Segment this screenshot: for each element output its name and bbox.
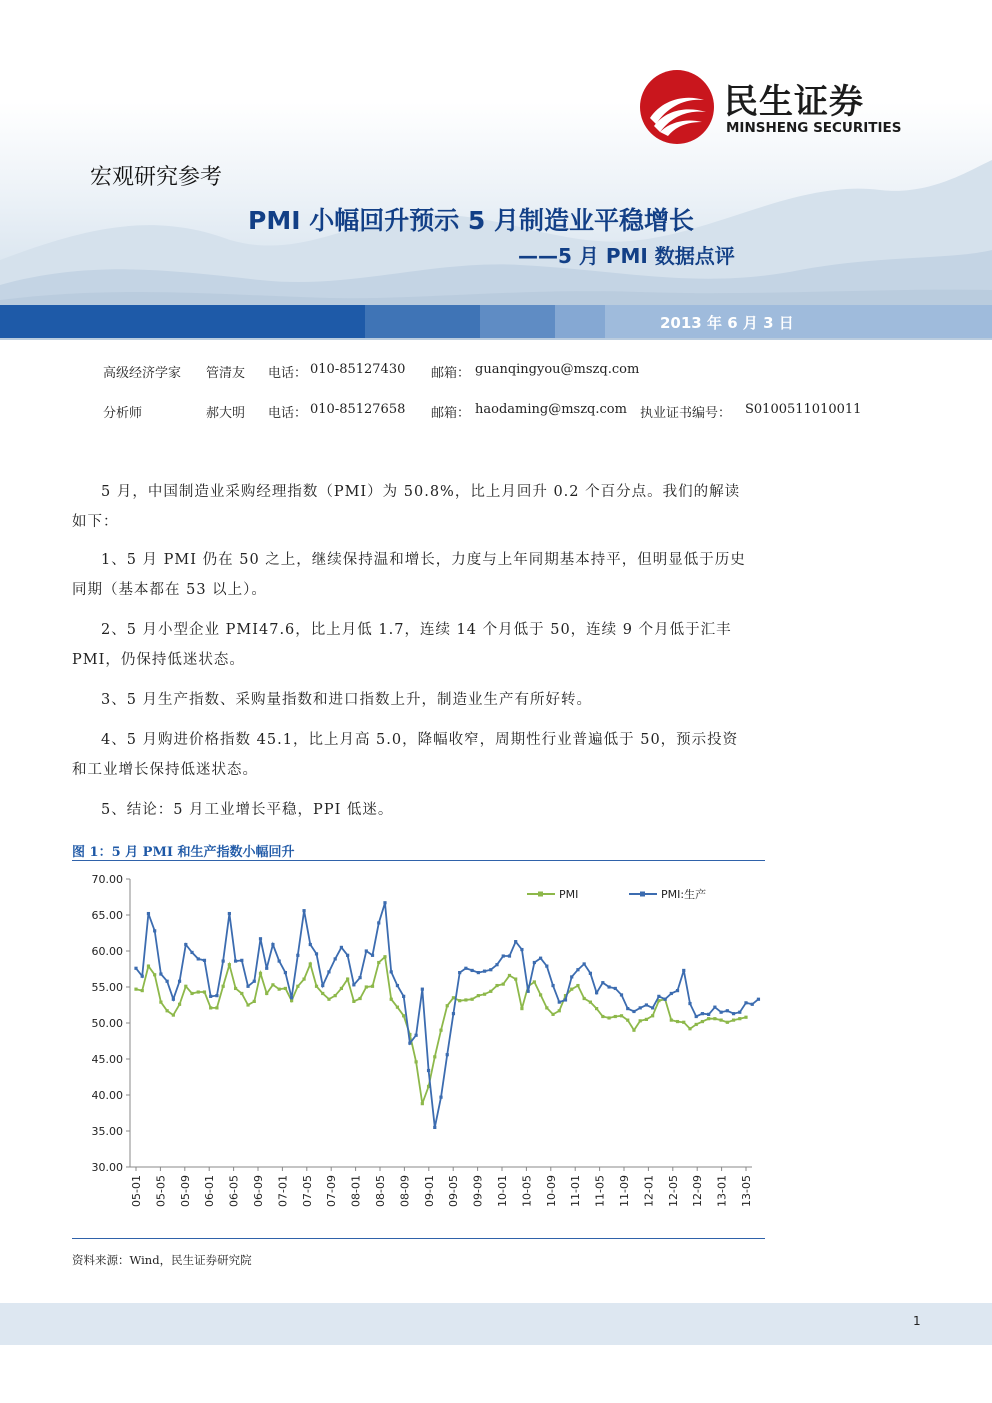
data-point	[688, 1002, 691, 1005]
y-tick-label: 35.00	[91, 1125, 123, 1138]
data-point	[358, 997, 361, 1000]
data-point	[352, 1000, 355, 1003]
x-tick-label: 07-05	[300, 1175, 314, 1207]
data-point	[327, 970, 330, 973]
data-point	[265, 992, 268, 995]
point-paragraph: 3、5 月生产指数、采购量指数和进口指数上升，制造业生产有所好转。	[101, 692, 593, 708]
data-point	[670, 1019, 673, 1022]
data-point	[290, 999, 293, 1002]
data-point	[527, 990, 530, 993]
data-point	[688, 1027, 691, 1030]
data-point	[645, 1018, 648, 1021]
data-point	[533, 980, 536, 983]
data-point	[452, 1012, 455, 1015]
data-point	[253, 980, 256, 983]
y-tick-label: 55.00	[91, 981, 123, 994]
data-point	[222, 959, 225, 962]
legend-label: PMI:生产	[661, 888, 707, 901]
data-point	[471, 969, 474, 972]
title-band-segment	[0, 305, 365, 338]
x-tick-label: 13-05	[740, 1175, 753, 1207]
data-point	[190, 951, 193, 954]
series-line	[136, 903, 758, 1128]
data-point	[701, 1012, 704, 1015]
analyst-name: 郝大明	[206, 406, 246, 421]
data-point	[589, 972, 592, 975]
x-tick-label: 06-09	[252, 1175, 265, 1207]
data-point	[321, 992, 324, 995]
analyst-email-label: 邮箱：	[431, 406, 471, 421]
data-point	[726, 1021, 729, 1024]
x-tick-label: 07-09	[325, 1175, 339, 1207]
data-point	[421, 988, 424, 991]
data-point	[172, 1013, 175, 1016]
data-point	[663, 998, 666, 1001]
data-point	[682, 969, 685, 972]
data-point	[651, 1006, 654, 1009]
data-point	[240, 992, 243, 995]
data-point	[639, 1006, 642, 1009]
data-point	[614, 987, 617, 990]
data-point	[159, 1001, 162, 1004]
report-series-title: 宏观研究参考	[90, 165, 223, 190]
data-point	[309, 962, 312, 965]
data-point	[632, 1029, 635, 1032]
data-point	[358, 976, 361, 979]
legend-label: PMI	[559, 888, 579, 901]
data-point	[141, 989, 144, 992]
data-point	[234, 959, 237, 962]
data-point	[558, 1001, 561, 1004]
data-point	[315, 985, 318, 988]
x-tick-label: 12-09	[691, 1175, 705, 1207]
analyst-cert: S0100511010011	[745, 402, 862, 417]
data-point	[657, 995, 660, 998]
data-point	[365, 985, 368, 988]
y-tick-label: 30.00	[91, 1161, 123, 1174]
data-point	[141, 975, 144, 978]
data-point	[508, 974, 511, 977]
x-tick-label: 07-01	[276, 1175, 290, 1207]
data-point	[489, 990, 492, 993]
data-point	[228, 912, 231, 915]
title-band-segment	[555, 305, 605, 338]
data-point	[302, 909, 305, 912]
data-point	[259, 972, 262, 975]
data-point	[744, 1001, 747, 1004]
x-tick-label: 10-05	[520, 1175, 534, 1207]
analyst-role: 高级经济学家	[103, 366, 182, 381]
data-point	[197, 957, 200, 960]
report-sub-title: ——5 月 PMI 数据点评	[518, 244, 735, 268]
data-point	[695, 1023, 698, 1026]
intro-paragraph: 5 月，中国制造业采购经理指数（PMI）为 50.8%，比上月回升 0.2 个百分点。我们的解读如下：	[72, 484, 741, 530]
x-tick-label: 06-01	[203, 1175, 217, 1207]
data-point	[732, 1019, 735, 1022]
data-point	[707, 1017, 710, 1020]
logo-swoosh-icon	[640, 70, 714, 144]
data-point	[502, 954, 505, 957]
figure-caption: 图 1：5 月 PMI 和生产指数小幅回升	[72, 845, 295, 860]
data-point	[576, 968, 579, 971]
data-point	[464, 967, 467, 970]
data-point	[439, 1029, 442, 1032]
data-point	[751, 1003, 754, 1006]
data-point	[396, 984, 399, 987]
x-tick-label: 12-01	[642, 1175, 656, 1207]
analyst-email[interactable]: guanqingyou@mszq.com	[475, 362, 640, 377]
data-point	[147, 965, 150, 968]
data-point	[203, 959, 206, 962]
y-tick-label: 70.00	[91, 873, 123, 886]
data-point	[408, 1042, 411, 1045]
figure-bottom-rule	[72, 1238, 765, 1239]
title-band-segment	[480, 305, 555, 338]
data-point	[607, 985, 610, 988]
data-point	[222, 985, 225, 988]
data-point	[676, 989, 679, 992]
analyst-phone: 010-85127430	[310, 362, 406, 377]
x-tick-label: 10-01	[496, 1175, 509, 1207]
data-point	[720, 1011, 723, 1014]
data-point	[278, 959, 281, 962]
data-point	[601, 981, 604, 984]
data-point	[197, 990, 200, 993]
data-point	[134, 967, 137, 970]
x-tick-label: 11-01	[569, 1175, 583, 1207]
x-tick-label: 09-09	[471, 1175, 485, 1207]
data-point	[732, 1012, 735, 1015]
data-point	[334, 957, 337, 960]
data-point	[159, 972, 162, 975]
logo-english-name: MINSHENG SECURITIES	[726, 120, 902, 136]
data-point	[203, 990, 206, 993]
data-point	[415, 1034, 418, 1037]
data-point	[471, 998, 474, 1001]
data-point	[402, 995, 405, 998]
data-point	[371, 954, 374, 957]
data-point	[614, 1015, 617, 1018]
data-point	[545, 965, 548, 968]
data-point	[551, 984, 554, 987]
x-tick-label: 08-01	[349, 1175, 363, 1207]
data-point	[520, 948, 523, 951]
data-point	[726, 1009, 729, 1012]
data-point	[502, 983, 505, 986]
data-point	[583, 997, 586, 1000]
data-point	[153, 929, 156, 932]
y-tick-label: 50.00	[91, 1017, 123, 1030]
data-point	[713, 1017, 716, 1020]
data-point	[545, 1006, 548, 1009]
data-point	[327, 998, 330, 1001]
data-point	[551, 1013, 554, 1016]
data-point	[334, 994, 337, 997]
data-point	[259, 937, 262, 940]
x-tick-label: 05-01	[130, 1175, 143, 1207]
point-paragraph: 2、5 月小型企业 PMI47.6，比上月低 1.7，连续 14 个月低于 50，连续 9 个月低于汇丰 PMI，仍保持低迷状态。	[72, 622, 732, 668]
data-point	[626, 1019, 629, 1022]
data-point	[284, 971, 287, 974]
page-number: 1	[913, 1314, 921, 1328]
point-paragraph: 1、5 月 PMI 仍在 50 之上，继续保持温和增长，力度与上年同期基本持平，但明显低于历史同期（基本都在 53 以上）。	[72, 552, 746, 598]
x-tick-label: 05-05	[154, 1175, 168, 1207]
data-point	[738, 1011, 741, 1014]
data-point	[271, 983, 274, 986]
data-point	[209, 995, 212, 998]
data-point	[707, 1013, 710, 1016]
x-tick-label: 12-05	[666, 1175, 680, 1207]
data-point	[533, 961, 536, 964]
x-tick-label: 09-01	[422, 1175, 436, 1207]
y-tick-label: 65.00	[91, 909, 123, 922]
data-point	[396, 1006, 399, 1009]
data-point	[278, 988, 281, 991]
data-point	[601, 1015, 604, 1018]
data-point	[377, 961, 380, 964]
data-point	[228, 963, 231, 966]
data-point	[458, 971, 461, 974]
data-point	[607, 1016, 610, 1019]
data-point	[576, 984, 579, 987]
data-point	[477, 971, 480, 974]
report-main-title: PMI 小幅回升预示 5 月制造业平稳增长	[248, 206, 695, 235]
data-point	[464, 998, 467, 1001]
x-tick-label: 10-09	[544, 1175, 558, 1207]
data-point	[265, 967, 268, 970]
data-point	[234, 987, 237, 990]
x-tick-label: 08-09	[398, 1175, 412, 1207]
data-point	[253, 1000, 256, 1003]
legend-marker	[640, 892, 645, 897]
page-footer	[0, 1303, 992, 1345]
data-point	[539, 957, 542, 960]
data-point	[383, 955, 386, 958]
data-point	[713, 1006, 716, 1009]
data-point	[209, 1006, 212, 1009]
data-point	[701, 1020, 704, 1023]
data-point	[439, 1096, 442, 1099]
data-point	[390, 998, 393, 1001]
data-point	[595, 991, 598, 994]
data-point	[352, 983, 355, 986]
x-tick-label: 13-01	[715, 1175, 729, 1207]
analyst-phone: 010-85127658	[310, 402, 406, 417]
y-tick-label: 60.00	[91, 945, 123, 958]
data-point	[340, 987, 343, 990]
data-point	[371, 985, 374, 988]
analyst-role: 分析师	[103, 406, 143, 421]
data-point	[564, 998, 567, 1001]
data-point	[433, 1126, 436, 1129]
chart-svg	[72, 862, 765, 1237]
data-point	[340, 946, 343, 949]
data-point	[570, 975, 573, 978]
data-point	[271, 943, 274, 946]
data-point	[390, 970, 393, 973]
data-point	[166, 1009, 169, 1012]
data-point	[744, 1016, 747, 1019]
data-point	[720, 1019, 723, 1022]
data-point	[514, 977, 517, 980]
data-point	[558, 1009, 561, 1012]
data-point	[458, 999, 461, 1002]
y-tick-label: 45.00	[91, 1053, 123, 1066]
analyst-phone-label: 电话：	[268, 366, 308, 381]
data-point	[215, 994, 218, 997]
data-point	[296, 985, 299, 988]
data-point	[315, 952, 318, 955]
data-point	[321, 984, 324, 987]
conclusion-paragraph: 5、结论：5 月工业增长平稳，PPI 低迷。	[101, 802, 394, 818]
company-logo	[640, 70, 714, 144]
data-point	[483, 993, 486, 996]
report-date: 2013 年 6 月 3 日	[660, 314, 794, 332]
data-point	[738, 1017, 741, 1020]
data-point	[346, 954, 349, 957]
data-point	[147, 912, 150, 915]
data-point	[284, 987, 287, 990]
data-point	[757, 998, 760, 1001]
data-point	[595, 1007, 598, 1010]
data-point	[215, 1006, 218, 1009]
point-paragraph: 4、5 月购进价格指数 45.1，比上月高 5.0，降幅收窄，周期性行业普遍低于 50，预示投资和工业增长保持低迷状态。	[72, 732, 739, 778]
data-point	[495, 963, 498, 966]
data-point	[184, 985, 187, 988]
data-point	[427, 1069, 430, 1072]
data-point	[645, 1003, 648, 1006]
data-point	[583, 962, 586, 965]
pmi-line-chart	[72, 862, 765, 1241]
data-point	[670, 992, 673, 995]
data-point	[172, 998, 175, 1001]
data-point	[620, 993, 623, 996]
x-tick-label: 06-05	[227, 1175, 241, 1207]
data-point	[477, 994, 480, 997]
data-point	[483, 970, 486, 973]
analyst-cert-label: 执业证书编号：	[640, 406, 732, 421]
data-point	[452, 996, 455, 999]
figure-top-rule	[72, 860, 765, 861]
data-point	[190, 992, 193, 995]
analyst-name: 管清友	[206, 366, 246, 381]
data-point	[489, 968, 492, 971]
data-point	[433, 1055, 436, 1058]
data-point	[626, 1007, 629, 1010]
data-point	[240, 959, 243, 962]
data-point	[508, 954, 511, 957]
data-point	[539, 993, 542, 996]
data-point	[290, 996, 293, 999]
data-point	[589, 1001, 592, 1004]
data-point	[495, 984, 498, 987]
y-tick-label: 40.00	[91, 1089, 123, 1102]
data-point	[153, 973, 156, 976]
title-band-segment	[365, 305, 480, 338]
data-point	[446, 1004, 449, 1007]
data-point	[682, 1021, 685, 1024]
data-point	[178, 980, 181, 983]
data-point	[246, 985, 249, 988]
data-point	[620, 1014, 623, 1017]
legend-marker	[538, 892, 543, 897]
data-point	[302, 977, 305, 980]
data-point	[676, 1020, 679, 1023]
data-point	[520, 1007, 523, 1010]
data-point	[246, 1003, 249, 1006]
data-point	[365, 949, 368, 952]
x-tick-label: 09-05	[447, 1175, 461, 1207]
x-tick-label: 11-05	[593, 1175, 607, 1207]
data-point	[309, 943, 312, 946]
data-point	[446, 1053, 449, 1056]
data-point	[514, 940, 517, 943]
data-point	[421, 1102, 424, 1105]
data-point	[134, 988, 137, 991]
data-point	[570, 988, 573, 991]
logo-chinese-name: 民生证券	[724, 82, 864, 122]
data-point	[383, 901, 386, 904]
data-point	[402, 1014, 405, 1017]
analyst-email-label: 邮箱：	[431, 366, 471, 381]
analyst-email[interactable]: haodaming@mszq.com	[475, 402, 627, 417]
data-point	[651, 1014, 654, 1017]
data-point	[166, 980, 169, 983]
data-point	[632, 1010, 635, 1013]
data-point	[695, 1015, 698, 1018]
figure-source: 资料来源：Wind，民生证券研究院	[72, 1253, 252, 1267]
data-point	[178, 1003, 181, 1006]
x-tick-label: 05-09	[178, 1175, 192, 1207]
data-point	[639, 1019, 642, 1022]
x-tick-label: 08-05	[374, 1175, 387, 1207]
data-point	[184, 943, 187, 946]
data-point	[377, 921, 380, 924]
x-tick-label: 11-09	[618, 1175, 631, 1207]
data-point	[415, 1060, 418, 1063]
data-point	[296, 954, 299, 957]
data-point	[346, 977, 349, 980]
analyst-phone-label: 电话：	[268, 406, 308, 421]
